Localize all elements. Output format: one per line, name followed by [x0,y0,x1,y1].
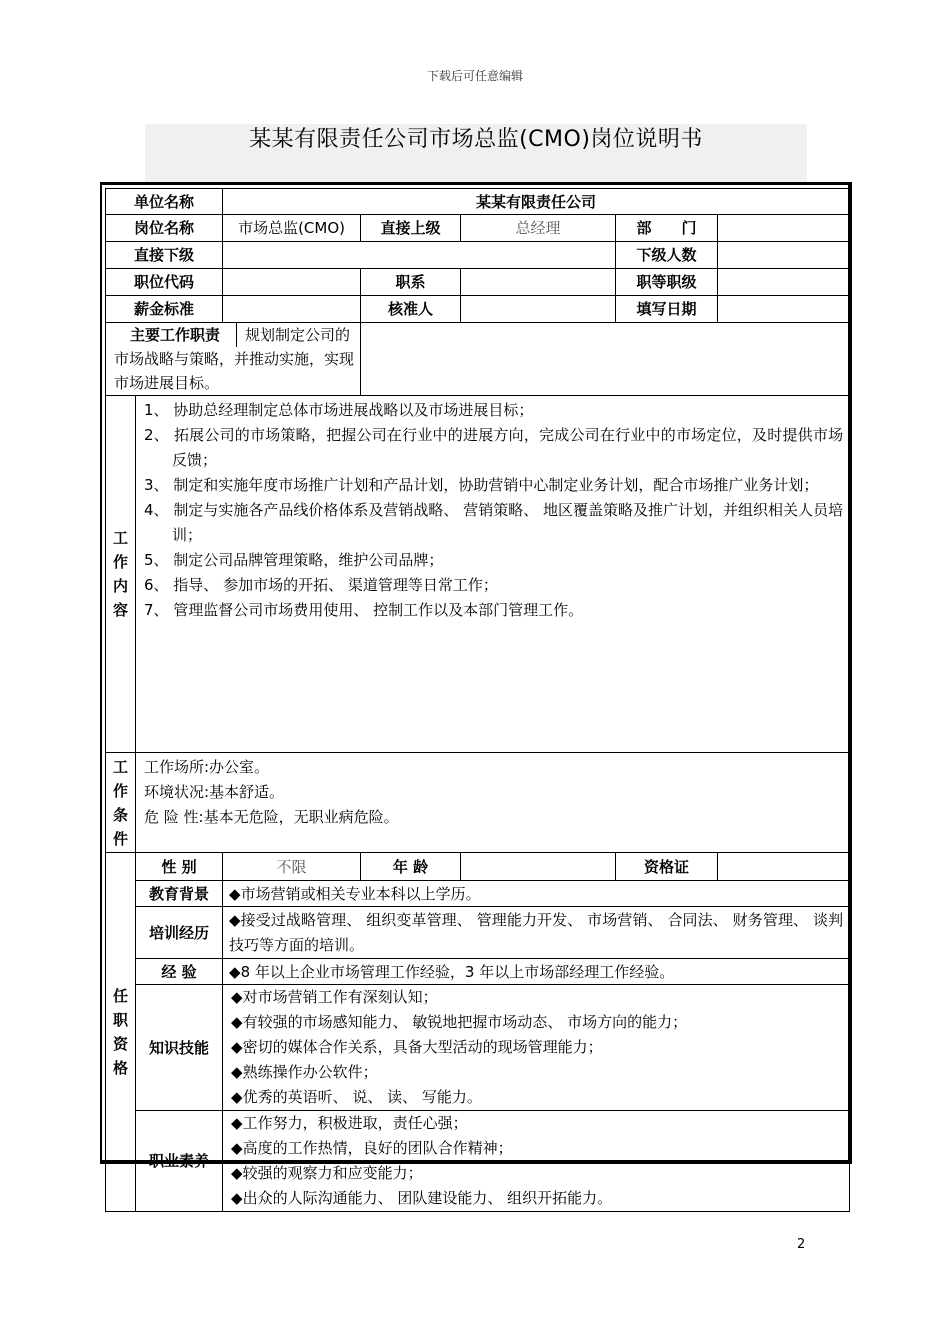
row-unit-name [106,189,850,215]
row-skills [106,985,850,1111]
direct-subordinate-label: 直接下级 [106,242,223,269]
skill-line: ◆密切的媒体合作关系，具备大型活动的现场管理能力； [231,1038,603,1056]
approver-label: 核准人 [361,296,461,323]
quality-label: 职业素养 [136,1111,223,1212]
position-name-label: 岗位名称 [106,215,223,242]
direct-superior-label: 直接上级 [361,215,461,242]
job-family-value[interactable] [461,269,616,296]
quality-line: ◆出众的人际沟通能力、 团队建设能力、 组织开拓能力。 [231,1189,613,1207]
position-code-value[interactable] [223,269,361,296]
department-label: 部 门 [616,215,718,242]
header-note: 下载后可任意编辑 [426,69,523,83]
skill-line: ◆有较强的市场感知能力、 敏锐地把握市场动态、 市场方向的能力； [231,1013,688,1031]
gender-value[interactable]: 不限 [223,853,361,881]
salary-value[interactable] [223,296,361,323]
subordinate-count-label: 下级人数 [616,242,718,269]
page-number: 2 [797,1237,806,1252]
certificate-label: 资格证 [616,853,718,881]
work-condition-line: 危 险 性:基本无危险，无职业病危险。 [144,808,399,826]
job-family-label: 职系 [361,269,461,296]
fill-date-value[interactable] [718,296,850,323]
main-duty-text: 规划制定公司的市场战略与策略，并推动实施，实现市场进展目标。 [114,326,355,392]
job-description-form [105,188,850,1212]
certificate-value[interactable] [718,853,850,881]
skills-label: 知识技能 [136,985,223,1111]
skills-body[interactable] [223,985,850,1111]
position-code-label: 职位代码 [106,269,223,296]
skill-line: ◆对市场营销工作有深刻认知； [231,988,438,1006]
main-duty-label: 主要工作职责 规划制定公司的市场战略与策略，并推动实施，实现市场进展目标。 [106,323,361,396]
quality-line: ◆工作努力，积极进取，责任心强； [231,1114,468,1132]
row-work-conditions [106,753,850,853]
subordinate-count-value[interactable] [718,242,850,269]
row-direct-subordinate [106,242,850,269]
row-salary [106,296,850,323]
experience-label: 经 验 [136,959,223,985]
work-content-item: 3、 制定和实施年度市场推广计划和产品计划，协助营销中心制定业务计划，配合市场推广业务计划； [144,476,819,494]
work-content-label: 工 作 内 容 [106,396,136,753]
work-content-item: 5、 制定公司品牌管理策略，维护公司品牌； [144,551,444,569]
row-main-duty [106,323,850,396]
department-value[interactable] [718,215,850,242]
row-education [106,881,850,907]
age-label: 年 龄 [361,853,461,881]
work-content-body[interactable] [136,396,850,753]
education-label: 教育背景 [136,881,223,907]
row-gender-age [106,853,850,881]
experience-text[interactable]: ◆8 年以上企业市场管理工作经验，3 年以上市场部经理工作经验。 [223,959,850,985]
grade-label: 职等职级 [616,269,718,296]
direct-superior-value[interactable]: 总经理 [461,215,616,242]
row-position-name [106,215,850,242]
qualifications-label: 任 职 资 格 [106,853,136,1212]
work-condition-line: 环境状况:基本舒适。 [144,783,285,801]
work-conditions-body[interactable] [136,753,850,853]
work-condition-line: 工作场所:办公室。 [144,758,270,776]
quality-line: ◆较强的观察力和应变能力； [231,1164,423,1182]
age-value[interactable] [461,853,616,881]
training-label: 培训经历 [136,907,223,959]
main-duty-filler [361,323,850,396]
training-text[interactable]: ◆接受过战略管理、 组织变革管理、 管理能力开发、 市场营销、 合同法、 财务管理、 谈判技巧等方面的培训。 [223,907,850,959]
work-content-item: 2、 拓展公司的市场策略，把握公司在行业中的进展方向，完成公司在行业中的市场定位，及时提供市场反馈； [144,426,844,469]
work-content-item: 7、 管理监督公司市场费用使用、 控制工作以及本部门管理工作。 [144,601,584,619]
work-content-item: 4、 制定与实施各产品线价格体系及营销战略、 营销策略、 地区覆盖策略及推广计划，并组织相关人员培训； [144,501,844,544]
work-conditions-label: 工 作 条 件 [106,753,136,853]
row-experience [106,959,850,985]
skill-line: ◆优秀的英语听、 说、 读、 写能力。 [231,1088,482,1106]
row-quality [106,1111,850,1212]
fill-date-label: 填写日期 [616,296,718,323]
grade-value[interactable] [718,269,850,296]
position-name-value[interactable]: 市场总监(CMO) [223,215,361,242]
unit-name-label: 单位名称 [106,189,223,215]
approver-value[interactable] [461,296,616,323]
row-work-content [106,396,850,753]
page-title: 某某有限责任公司市场总监(CMO)岗位说明书 [249,127,703,152]
work-content-item: 1、 协助总经理制定总体市场进展战略以及市场进展目标； [144,401,534,419]
work-content-item: 6、 指导、 参加市场的开拓、 渠道管理等日常工作； [144,576,498,594]
row-position-code [106,269,850,296]
gender-label: 性 别 [136,853,223,881]
quality-line: ◆高度的工作热情，良好的团队合作精神； [231,1139,513,1157]
education-text[interactable]: ◆市场营销或相关专业本科以上学历。 [223,881,850,907]
salary-label: 薪金标准 [106,296,223,323]
unit-name-value[interactable]: 某某有限责任公司 [223,189,850,215]
row-training [106,907,850,959]
direct-subordinate-value[interactable] [223,242,616,269]
skill-line: ◆熟练操作办公软件； [231,1063,378,1081]
quality-body[interactable] [223,1111,850,1212]
